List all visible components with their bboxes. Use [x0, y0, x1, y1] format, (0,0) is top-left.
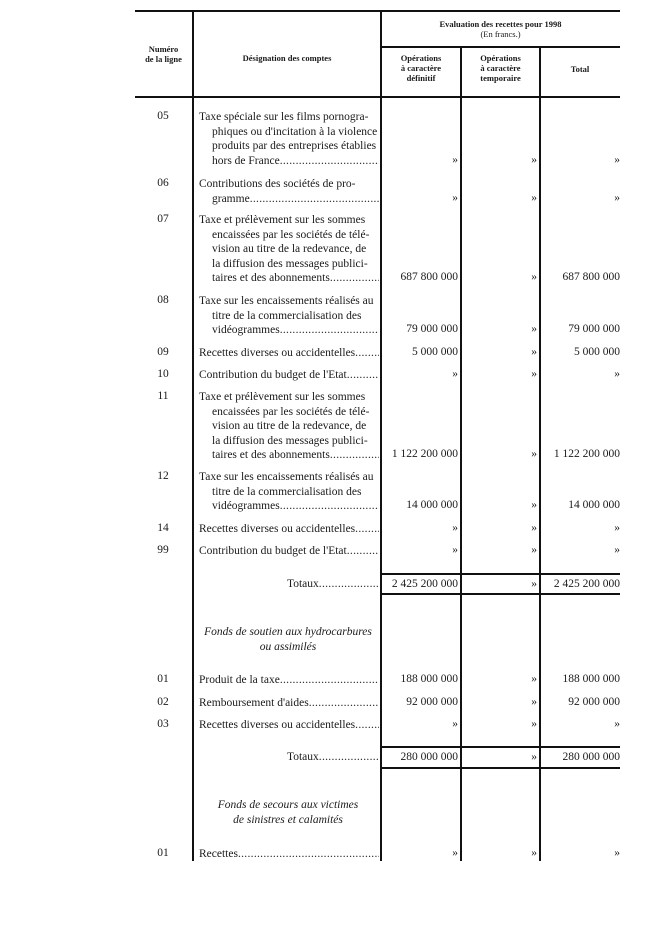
designation-line: titre de la commercialisation des: [212, 485, 362, 498]
totals2-top-rule: [381, 746, 620, 748]
row-designation: [199, 177, 379, 206]
row-designation: [199, 470, 379, 514]
section-heading-line: de sinistres et calamités: [233, 814, 343, 826]
totals-text: Totaux: [287, 578, 319, 590]
value-definitif: »: [452, 191, 458, 204]
designation-line: la diffusion des messages publici-: [212, 434, 368, 447]
designation-line-with-leader: hors de France .....: [199, 154, 379, 169]
value-definitif: 5 000 000: [412, 346, 458, 358]
designation-line: vision au titre de la redevance, de: [212, 243, 367, 256]
section-heading-line: ou assimilés: [259, 641, 317, 653]
designation-line-with-leader: Recettes diverses ou accidentelles .....: [199, 718, 379, 733]
totals-definitif: 280 000 000: [400, 751, 458, 763]
value-total: 1 122 200 000: [553, 448, 620, 461]
header-line: Opérations: [480, 53, 521, 63]
header-line: temporaire: [480, 73, 521, 83]
value-definitif: 92 000 000: [406, 696, 458, 708]
value-definitif: 79 000 000: [406, 323, 458, 336]
value-total: »: [614, 191, 620, 204]
designation-line-with-leader: Recettes diverses ou accidentelles .....: [199, 346, 379, 361]
row-number: 08: [157, 294, 169, 306]
value-total: 188 000 000: [562, 673, 620, 685]
value-total: 14 000 000: [568, 499, 620, 512]
row-number: 02: [157, 696, 169, 708]
row-designation: [199, 346, 379, 361]
value-definitif: »: [452, 368, 458, 380]
header-line: Opérations: [400, 53, 442, 63]
value-definitif: »: [452, 153, 458, 166]
row-designation: [199, 390, 379, 463]
designation-line: encaissées par les sociétés de télé-: [212, 228, 370, 241]
row-number: 10: [157, 368, 169, 380]
totals1-bottom-rule: [381, 593, 620, 595]
designation-line: Taxe et prélèvement sur les sommes: [199, 214, 366, 226]
row-number: 01: [157, 847, 169, 859]
row-number: 14: [157, 522, 169, 534]
row-number: 05: [157, 110, 169, 122]
section-heading-line: Fonds de secours aux victimes: [217, 799, 359, 811]
row-number: 03: [157, 718, 169, 730]
value-temporaire: »: [531, 544, 537, 556]
row-designation: [199, 718, 379, 733]
spacer: [199, 751, 287, 763]
value-temporaire: »: [531, 847, 537, 859]
value-definitif: 1 122 200 000: [391, 448, 458, 461]
value-temporaire: »: [531, 153, 537, 166]
row-designation: [199, 522, 379, 537]
header-group-title: Evaluation des recettes pour 1998: [439, 19, 562, 29]
designation-line-with-leader: vidéogrammes .....: [199, 323, 379, 338]
row-designation: [199, 847, 379, 862]
designation-line-with-leader: Contribution du budget de l'Etat .....: [199, 368, 379, 383]
value-temporaire: »: [531, 191, 537, 204]
designation-line-with-leader: taires et des abonnements .....: [199, 448, 379, 463]
row-number: 06: [157, 177, 169, 189]
designation-line-with-leader: Remboursement d'aides .....: [199, 696, 379, 711]
designation-line: Taxe spéciale sur les films pornogra-: [199, 111, 369, 123]
totals-temporaire: »: [531, 751, 537, 763]
value-definitif: »: [452, 544, 458, 556]
row-number: 99: [157, 544, 169, 556]
value-total: 5 000 000: [574, 346, 620, 358]
header-line: définitif: [406, 73, 436, 83]
value-definitif: »: [452, 522, 458, 534]
header-line: à caractère: [480, 63, 521, 73]
header-group: [381, 19, 620, 39]
totals1-top-rule: [381, 573, 620, 575]
designation-line: titre de la commercialisation des: [212, 309, 362, 322]
column-divider-definitif: [460, 46, 462, 861]
header-temporaire: [461, 53, 540, 83]
header-line: à caractère: [400, 63, 442, 73]
header-group-divider: [381, 46, 620, 48]
totals-definitif: 2 425 200 000: [391, 578, 458, 590]
header-definitif: [381, 53, 461, 83]
value-temporaire: »: [531, 323, 537, 336]
row-number: 01: [157, 673, 169, 685]
value-definitif: 188 000 000: [400, 673, 458, 685]
designation-line: Taxe sur les encaissements réalisés au: [199, 295, 374, 307]
totals2-bottom-rule: [381, 767, 620, 769]
designation-line: phiques ou d'incitation à la violence: [212, 125, 378, 138]
designation-line-with-leader: Recettes diverses ou accidentelles .....: [199, 522, 379, 537]
value-total: »: [614, 153, 620, 166]
table-top-border: [135, 10, 620, 12]
row-designation: [199, 368, 379, 383]
designation-line: vision au titre de la redevance, de: [212, 420, 367, 433]
column-divider-number: [192, 10, 194, 861]
totals-total: 280 000 000: [562, 751, 620, 763]
section-heading: [195, 798, 381, 828]
section-heading-line: Fonds de soutien aux hydrocarbures: [204, 626, 372, 638]
value-temporaire: »: [531, 448, 537, 461]
value-temporaire: »: [531, 368, 537, 380]
value-total: »: [614, 368, 620, 380]
totals-label: [199, 751, 379, 763]
designation-line: Contributions des sociétés de pro-: [199, 178, 356, 190]
designation-line-with-leader: gramme .....: [199, 192, 379, 207]
value-total: »: [614, 522, 620, 534]
value-definitif: 14 000 000: [406, 499, 458, 512]
row-designation: [199, 110, 379, 168]
row-designation: [199, 673, 379, 688]
designation-line-with-leader: Contribution du budget de l'Etat .....: [199, 544, 379, 559]
header-designation: Désignation des comptes: [242, 53, 332, 63]
header-bottom-border: [135, 96, 620, 98]
value-definitif: »: [452, 847, 458, 859]
column-divider-temporaire: [539, 46, 541, 861]
header-number-line: de la ligne: [145, 54, 182, 64]
row-designation: [199, 544, 379, 559]
designation-line: Taxe sur les encaissements réalisés au: [199, 471, 374, 483]
designation-line-with-leader: vidéogrammes .....: [199, 499, 379, 514]
header-number-line: Numéro: [148, 44, 179, 54]
column-divider-designation: [380, 10, 382, 861]
designation-line-with-leader: taires et des abonnements .....: [199, 271, 379, 286]
spacer: [199, 578, 287, 590]
value-definitif: 687 800 000: [400, 271, 458, 284]
designation-line: encaissées par les sociétés de télé-: [212, 405, 370, 418]
value-temporaire: »: [531, 346, 537, 358]
row-designation: [199, 213, 379, 286]
value-definitif: »: [452, 718, 458, 730]
header-number: [135, 44, 192, 64]
totals-label: [199, 578, 379, 590]
row-number: 07: [157, 213, 169, 225]
header-total: Total: [570, 64, 590, 74]
value-total: »: [614, 718, 620, 730]
row-designation: [199, 696, 379, 711]
header-group-unit: (En francs.): [480, 29, 521, 39]
designation-line: la diffusion des messages publici-: [212, 257, 368, 270]
totals-total: 2 425 200 000: [553, 578, 620, 590]
row-number: 09: [157, 346, 169, 358]
value-total: 687 800 000: [562, 271, 620, 284]
section-heading: [195, 625, 381, 655]
value-temporaire: »: [531, 673, 537, 685]
value-total: »: [614, 847, 620, 859]
value-temporaire: »: [531, 271, 537, 284]
designation-line-with-leader: Recettes .....: [199, 847, 379, 862]
row-number: 12: [157, 470, 169, 482]
value-temporaire: »: [531, 522, 537, 534]
value-total: 79 000 000: [568, 323, 620, 336]
designation-line: produits par des entreprises établies: [212, 140, 377, 153]
row-designation: [199, 294, 379, 338]
totals-text: Totaux: [287, 751, 319, 763]
value-temporaire: »: [531, 696, 537, 708]
value-temporaire: »: [531, 499, 537, 512]
value-temporaire: »: [531, 718, 537, 730]
designation-line-with-leader: Produit de la taxe .....: [199, 673, 379, 688]
totals-temporaire: »: [531, 578, 537, 590]
row-number: 11: [157, 390, 169, 402]
value-total: 92 000 000: [568, 696, 620, 708]
designation-line: Taxe et prélèvement sur les sommes: [199, 391, 366, 403]
value-total: »: [614, 544, 620, 556]
